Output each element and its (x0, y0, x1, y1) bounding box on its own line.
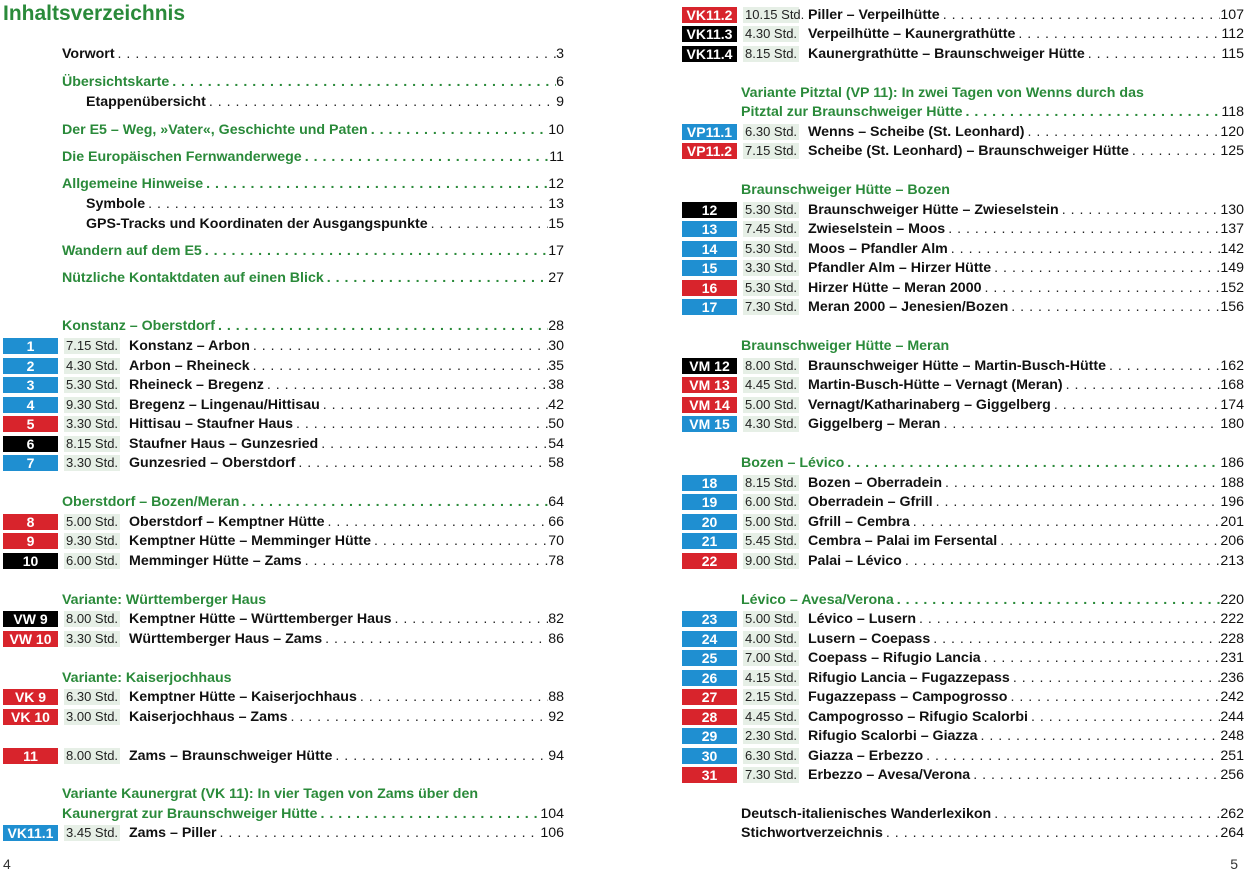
stage-number-badge: VK 10 (3, 709, 58, 725)
stage-number-badge: VK11.1 (3, 825, 58, 841)
entry-title: Zams – Piller (129, 825, 217, 841)
entry-title: Lévico – Lusern (808, 611, 917, 627)
stage-number-badge: 17 (682, 299, 737, 315)
stage-number-badge: VM 13 (682, 377, 737, 393)
entry-title: Campogrosso – Rifugio Scalorbi (808, 709, 1028, 725)
page-reference: 42 (548, 397, 564, 413)
stage-number-badge: VK11.4 (682, 46, 737, 62)
entry-title: Bregenz – Lingenau/Hittisau (129, 397, 320, 413)
dot-leader (324, 268, 548, 288)
page-reference: 64 (548, 494, 564, 510)
page-reference: 107 (1220, 7, 1244, 23)
page-reference: 156 (1220, 299, 1244, 315)
page-reference: 228 (1220, 631, 1244, 647)
dot-leader (428, 214, 549, 234)
walking-time: 2.30 Std. (745, 728, 798, 743)
stage-number-badge: 13 (682, 221, 737, 237)
dot-leader (1129, 141, 1220, 161)
dot-leader (357, 687, 548, 707)
dot-leader (1015, 24, 1221, 44)
page-reference: 50 (548, 416, 564, 432)
walking-time: 7.45 Std. (745, 221, 798, 236)
walking-time: 9.30 Std. (66, 533, 119, 548)
dot-leader (923, 746, 1220, 766)
walking-time: 9.00 Std. (745, 553, 798, 568)
page-reference: 125 (1220, 143, 1244, 159)
page-reference: 54 (548, 436, 564, 452)
page-reference: 188 (1220, 475, 1244, 491)
page-reference: 251 (1220, 748, 1244, 764)
walking-time: 6.00 Std. (66, 553, 119, 568)
dot-leader (991, 804, 1220, 824)
page-reference: 174 (1220, 397, 1244, 413)
stage-number-badge: 15 (682, 260, 737, 276)
entry-title: Gunzesried – Oberstdorf (129, 455, 296, 471)
page-reference: 220 (1220, 592, 1244, 608)
dot-leader (332, 746, 548, 766)
page-reference: 15 (548, 216, 564, 232)
stage-number-badge: 14 (682, 241, 737, 257)
walking-time: 4.30 Std. (745, 26, 798, 41)
entry-title: Giazza – Erbezzo (808, 748, 924, 764)
page-reference: 112 (1221, 26, 1244, 42)
stage-number-badge: VM 15 (682, 416, 737, 432)
dot-leader (217, 823, 541, 843)
walking-time: 7.00 Std. (745, 650, 798, 665)
page-reference: 88 (548, 689, 564, 705)
page-reference: 196 (1220, 494, 1244, 510)
dot-leader (930, 629, 1220, 649)
stage-number-badge: 25 (682, 650, 737, 666)
entry-title: Braunschweiger Hütte – Zwieselstein (808, 202, 1059, 218)
dot-leader (215, 316, 548, 336)
walking-time: 6.30 Std. (66, 689, 119, 704)
entry-title: Oberradein – Gfrill (808, 494, 933, 510)
stage-number-badge: 19 (682, 494, 737, 510)
dot-leader (902, 551, 1220, 571)
page-reference: 10 (548, 122, 564, 138)
walking-time: 5.45 Std. (745, 533, 798, 548)
dot-leader (844, 453, 1220, 473)
entry-title: Piller – Verpeilhütte (808, 7, 940, 23)
page-reference: 82 (548, 611, 564, 627)
stage-number-badge: VP11.2 (682, 143, 737, 159)
entry-title: Etappenübersicht (86, 94, 206, 110)
page-reference: 162 (1220, 358, 1244, 374)
walking-time: 7.15 Std. (745, 143, 798, 158)
entry-title: Bozen – Lévico (741, 455, 845, 471)
page-reference: 262 (1220, 806, 1244, 822)
entry-title: Zwieselstein – Moos (808, 221, 946, 237)
stage-number-badge: VK11.3 (682, 26, 737, 42)
stage-number-badge: 30 (682, 748, 737, 764)
entry-title: Kaiserjochhaus – Zams (129, 709, 288, 725)
entry-title: Konstanz – Oberstdorf (62, 318, 215, 334)
dot-leader (302, 147, 550, 167)
stage-number-badge: 7 (3, 455, 58, 471)
stage-number-badge: VW 10 (3, 631, 58, 647)
stage-number-badge: VW 9 (3, 611, 58, 627)
entry-title: Allgemeine Hinweise (62, 176, 204, 192)
entry-title: Übersichtskarte (62, 74, 170, 90)
entry-title: Vernagt/Katharinaberg – Giggelberg (808, 397, 1051, 413)
stage-number-badge: VK 9 (3, 689, 58, 705)
entry-title: Rifugio Scalorbi – Giazza (808, 728, 978, 744)
entry-title: Bozen – Oberradein (808, 475, 943, 491)
page-reference: 149 (1220, 260, 1244, 276)
walking-time: 8.00 Std. (745, 358, 798, 373)
dot-leader (894, 590, 1221, 610)
dot-leader (978, 726, 1221, 746)
right-page (624, 0, 1248, 872)
stage-number-badge: VK11.2 (682, 7, 737, 23)
stage-number-badge: 31 (682, 767, 737, 783)
stage-number-badge: 3 (3, 377, 58, 393)
page-reference: 27 (548, 270, 564, 286)
page-reference: 130 (1220, 202, 1244, 218)
entry-title: Variante Kaunergrat (VK 11): In vier Tagen von Zams über den (62, 786, 479, 802)
page-number: 5 (1230, 856, 1238, 872)
dot-leader (916, 609, 1220, 629)
entry-title: Zams – Braunschweiger Hütte (129, 748, 333, 764)
dot-leader (1051, 395, 1221, 415)
entry-title: Meran 2000 – Jenesien/Bozen (808, 299, 1009, 315)
page-reference: 78 (548, 553, 564, 569)
dot-leader (940, 5, 1221, 25)
dot-leader (948, 239, 1221, 259)
page-reference: 118 (1221, 104, 1244, 120)
dot-leader (206, 92, 556, 112)
entry-title: Scheibe (St. Leonhard) – Braunschweiger Hütte (808, 143, 1129, 159)
stage-number-badge: 23 (682, 611, 737, 627)
entry-title: Variante Pitztal (VP 11): In zwei Tagen von Wenns durch das (741, 85, 1144, 101)
walking-time: 3.00 Std. (66, 709, 119, 724)
page-reference: 186 (1220, 455, 1244, 471)
walking-time: 8.00 Std. (66, 748, 119, 763)
stage-number-badge: 16 (682, 280, 737, 296)
dot-leader (997, 531, 1220, 551)
entry-title: Kaunergrat zur Braunschweiger Hütte (62, 806, 318, 822)
entry-title: Staufner Haus – Gunzesried (129, 436, 319, 452)
dot-leader (1007, 687, 1220, 707)
entry-title: Symbole (86, 196, 146, 212)
entry-title: Kemptner Hütte – Württemberger Haus (129, 611, 392, 627)
walking-time: 5.00 Std. (745, 611, 798, 626)
walking-time: 6.00 Std. (745, 494, 798, 509)
dot-leader (322, 629, 548, 649)
dot-leader (933, 492, 1221, 512)
walking-time: 8.15 Std. (66, 436, 119, 451)
walking-time: 3.45 Std. (66, 825, 119, 840)
entry-title: GPS-Tracks und Koordinaten der Ausgangspunkte (86, 216, 428, 232)
stage-number-badge: 27 (682, 689, 737, 705)
dot-leader (910, 512, 1221, 532)
walking-time: 5.00 Std. (66, 514, 119, 529)
stage-number-badge: 26 (682, 670, 737, 686)
entry-title: Pitztal zur Braunschweiger Hütte (741, 104, 963, 120)
page-reference: 201 (1220, 514, 1244, 530)
walking-time: 3.30 Std. (66, 416, 119, 431)
dot-leader (1059, 200, 1221, 220)
walking-time: 10.15 Std. (745, 7, 805, 22)
stage-number-badge: 22 (682, 553, 737, 569)
page-reference: 94 (548, 748, 564, 764)
walking-time: 6.30 Std. (745, 124, 798, 139)
entry-title: Palai – Lévico (808, 553, 902, 569)
stage-number-badge: VM 14 (682, 397, 737, 413)
entry-title: Moos – Pfandler Alm (808, 241, 948, 257)
stage-number-badge: VM 12 (682, 358, 737, 374)
stage-number-badge: 8 (3, 514, 58, 530)
dot-leader (250, 356, 549, 376)
page-reference: 9 (556, 94, 564, 110)
entry-title: Stichwortverzeichnis (741, 825, 883, 841)
page-reference: 11 (549, 149, 564, 165)
page-reference: 231 (1220, 650, 1244, 666)
entry-title: Nützliche Kontaktdaten auf einen Blick (62, 270, 324, 286)
page-reference: 248 (1220, 728, 1244, 744)
page-reference: 17 (548, 243, 564, 259)
dot-leader (883, 823, 1220, 843)
page-reference: 180 (1220, 416, 1244, 432)
walking-time: 3.30 Std. (66, 631, 119, 646)
entry-title: Pfandler Alm – Hirzer Hütte (808, 260, 992, 276)
entry-title: Kemptner Hütte – Kaiserjochhaus (129, 689, 357, 705)
walking-time: 5.30 Std. (66, 377, 119, 392)
page-reference: 168 (1220, 377, 1244, 393)
entry-title: Vorwort (62, 46, 115, 62)
entry-title: Wenns – Scheibe (St. Leonhard) (808, 124, 1025, 140)
entry-title: Hittisau – Staufner Haus (129, 416, 293, 432)
dot-leader (169, 72, 556, 92)
walking-time: 6.30 Std. (745, 748, 798, 763)
stage-number-badge: 10 (3, 553, 58, 569)
entry-title: Kaunergrathütte – Braunschweiger Hütte (808, 46, 1085, 62)
dot-leader (239, 492, 548, 512)
page-reference: 120 (1220, 124, 1244, 140)
dot-leader (1025, 122, 1221, 142)
walking-time: 4.30 Std. (66, 358, 119, 373)
stage-number-badge: 12 (682, 202, 737, 218)
entry-title: Cembra – Palai im Fersental (808, 533, 998, 549)
stage-number-badge: 20 (682, 514, 737, 530)
dot-leader (293, 414, 548, 434)
entry-title: Coepass – Rifugio Lancia (808, 650, 981, 666)
page-reference: 12 (548, 176, 564, 192)
walking-time: 4.45 Std. (745, 709, 798, 724)
dot-leader (325, 512, 549, 532)
stage-number-badge: 24 (682, 631, 737, 647)
entry-title: Memminger Hütte – Zams (129, 553, 302, 569)
stage-number-badge: 11 (3, 748, 58, 764)
page-reference: 28 (548, 318, 564, 334)
page-reference: 236 (1220, 670, 1244, 686)
entry-title: Rifugio Lancia – Fugazzepass (808, 670, 1010, 686)
page-title: Inhaltsverzeichnis (3, 2, 186, 25)
dot-leader (202, 241, 548, 261)
walking-time: 7.15 Std. (66, 338, 119, 353)
page-reference: 206 (1220, 533, 1244, 549)
stage-number-badge: 2 (3, 358, 58, 374)
walking-time: 5.30 Std. (745, 241, 798, 256)
page-reference: 256 (1220, 767, 1244, 783)
entry-title: Variante: Kaiserjochhaus (62, 670, 232, 686)
entry-title: Erbezzo – Avesa/Verona (808, 767, 971, 783)
entry-title: Kemptner Hütte – Memminger Hütte (129, 533, 372, 549)
entry-title: Braunschweiger Hütte – Martin-Busch-Hütte (808, 358, 1106, 374)
walking-time: 2.15 Std. (745, 689, 798, 704)
walking-time: 3.30 Std. (745, 260, 798, 275)
walking-time: 9.30 Std. (66, 397, 119, 412)
walking-time: 7.30 Std. (745, 767, 798, 782)
dot-leader (1085, 44, 1222, 64)
page-reference: 137 (1220, 221, 1244, 237)
dot-leader (392, 609, 549, 629)
page-reference: 152 (1220, 280, 1244, 296)
entry-title: Oberstdorf – Bozen/Meran (62, 494, 240, 510)
entry-title: Lusern – Coepass (808, 631, 931, 647)
dot-leader (203, 174, 548, 194)
entry-title: Rheineck – Bregenz (129, 377, 264, 393)
dot-leader (302, 551, 549, 571)
dot-leader (940, 414, 1220, 434)
entry-title: Arbon – Rheineck (129, 358, 250, 374)
dot-leader (1028, 707, 1220, 727)
page-reference: 106 (540, 825, 564, 841)
page-reference: 35 (548, 358, 564, 374)
dot-leader (368, 120, 549, 140)
dot-leader (1063, 375, 1221, 395)
entry-title: Hirzer Hütte – Meran 2000 (808, 280, 982, 296)
dot-leader (320, 395, 548, 415)
entry-title: Württemberger Haus – Zams (129, 631, 323, 647)
page-reference: 142 (1220, 241, 1244, 257)
entry-title: Oberstdorf – Kemptner Hütte (129, 514, 325, 530)
page-reference: 244 (1220, 709, 1244, 725)
page-reference: 92 (548, 709, 564, 725)
stage-number-badge: 9 (3, 533, 58, 549)
walking-time: 5.30 Std. (745, 280, 798, 295)
page-reference: 66 (548, 514, 564, 530)
page-reference: 70 (548, 533, 564, 549)
walking-time: 4.45 Std. (745, 377, 798, 392)
walking-time: 4.15 Std. (745, 670, 798, 685)
walking-time: 4.30 Std. (745, 416, 798, 431)
page-number: 4 (3, 856, 11, 872)
dot-leader (991, 258, 1220, 278)
dot-leader (981, 648, 1221, 668)
entry-title: Variante: Württemberger Haus (62, 592, 267, 608)
stage-number-badge: 21 (682, 533, 737, 549)
entry-title: Konstanz – Arbon (129, 338, 250, 354)
walking-time: 7.30 Std. (745, 299, 798, 314)
page-reference: 222 (1220, 611, 1244, 627)
dot-leader (317, 804, 540, 824)
walking-time: 5.00 Std. (745, 397, 798, 412)
dot-leader (981, 278, 1220, 298)
page-reference: 3 (556, 46, 564, 62)
dot-leader (371, 531, 548, 551)
entry-title: Deutsch-italienisches Wanderlexikon (741, 806, 992, 822)
entry-title: Lévico – Avesa/Verona (741, 592, 894, 608)
entry-title: Martin-Busch-Hütte – Vernagt (Meran) (808, 377, 1063, 393)
walking-time: 8.00 Std. (66, 611, 119, 626)
stage-number-badge: 18 (682, 475, 737, 491)
dot-leader (963, 102, 1222, 122)
page-reference: 30 (548, 338, 564, 354)
entry-title: Wandern auf dem E5 (62, 243, 202, 259)
stage-number-badge: 5 (3, 416, 58, 432)
stage-number-badge: 28 (682, 709, 737, 725)
entry-title: Die Europäischen Fernwanderwege (62, 149, 302, 165)
stage-number-badge: 6 (3, 436, 58, 452)
walking-time: 5.30 Std. (745, 202, 798, 217)
dot-leader (250, 336, 548, 356)
dot-leader (942, 473, 1220, 493)
walking-time: 5.00 Std. (745, 514, 798, 529)
dot-leader (970, 765, 1220, 785)
entry-title: Verpeilhütte – Kaunergrathütte (808, 26, 1016, 42)
entry-title: Braunschweiger Hütte – Meran (741, 338, 950, 354)
page-reference: 213 (1220, 553, 1244, 569)
dot-leader (1010, 668, 1221, 688)
dot-leader (115, 44, 557, 64)
dot-leader (1008, 297, 1220, 317)
page-reference: 13 (548, 196, 564, 212)
entry-title: Gfrill – Cembra (808, 514, 910, 530)
dot-leader (288, 707, 549, 727)
entry-title: Der E5 – Weg, »Vater«, Geschichte und Paten (62, 122, 368, 138)
dot-leader (945, 219, 1220, 239)
walking-time: 3.30 Std. (66, 455, 119, 470)
dot-leader (264, 375, 548, 395)
dot-leader (318, 434, 548, 454)
page-reference: 6 (556, 74, 564, 90)
entry-title: Fugazzepass – Campogrosso (808, 689, 1008, 705)
entry-title: Braunschweiger Hütte – Bozen (741, 182, 950, 198)
page-reference: 104 (540, 806, 564, 822)
stage-number-badge: 29 (682, 728, 737, 744)
page-reference: 242 (1220, 689, 1244, 705)
page-reference: 264 (1220, 825, 1244, 841)
stage-number-badge: VP11.1 (682, 124, 737, 140)
page-reference: 115 (1221, 46, 1244, 62)
stage-number-badge: 4 (3, 397, 58, 413)
walking-time: 8.15 Std. (745, 46, 798, 61)
dot-leader (295, 453, 548, 473)
page-reference: 38 (548, 377, 564, 393)
dot-leader (1106, 356, 1220, 376)
entry-title: Giggelberg – Meran (808, 416, 941, 432)
dot-leader (145, 194, 548, 214)
stage-number-badge: 1 (3, 338, 58, 354)
page-reference: 58 (548, 455, 564, 471)
walking-time: 8.15 Std. (745, 475, 798, 490)
walking-time: 4.00 Std. (745, 631, 798, 646)
page-reference: 86 (548, 631, 564, 647)
